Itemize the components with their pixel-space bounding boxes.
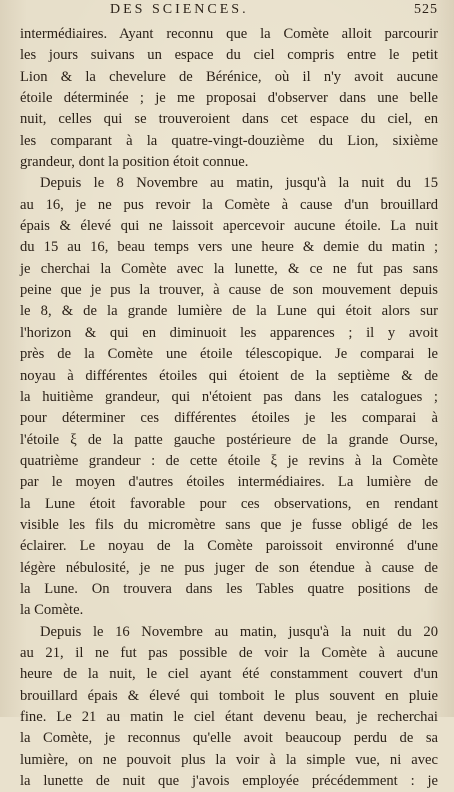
text-line: la Lune étoit favorable pour ces observations, en rendant <box>20 495 438 512</box>
paragraph <box>20 173 438 621</box>
running-head <box>110 2 438 24</box>
running-title: DES SCIENCES. <box>110 2 249 17</box>
text-line: légère nébulosité, je ne pus juger de son étendue à cause de <box>20 559 438 576</box>
paragraph <box>20 24 438 173</box>
body-text <box>20 24 438 792</box>
text-line: par le moyen d'autres étoiles intermédiaires. La lumière de <box>20 474 438 491</box>
text-line: Depuis le 8 Novembre au matin, jusqu'à la nuit du 15 <box>40 175 438 192</box>
text-line: les comparant à la quatre-vingt-douzième du Lion, sixième <box>20 132 438 149</box>
text-line: le 8, & de la grande lumière de la Lune qui étoit alors sur <box>20 303 438 320</box>
text-line: Lion & la chevelure de Bérénice, où il n'y avoit aucune <box>20 68 438 85</box>
text-line: peine que je pus la trouver, à cause de son mouvement depuis <box>20 282 438 299</box>
text-line: heure de la nuit, le ciel ayant été constamment couvert d'un <box>20 666 438 683</box>
text-line: la Lune. On trouvera dans les Tables quatre positions de <box>20 580 438 597</box>
text-line: la huitième grandeur, qui n'étoient pas dans les catalogues ; <box>20 388 438 405</box>
text-line: grandeur, dont la position étoit connue. <box>20 154 249 171</box>
text-line: au 21, il ne fut pas possible de voir la Comète à aucune <box>20 644 438 661</box>
text-line: quatrième grandeur : de cette étoile ξ je revins à la Comète <box>20 452 438 469</box>
text-line: épais & élevé qui ne laissoit apercevoir aucune étoile. La nuit <box>20 218 438 235</box>
text-line: nuit, celles qui se trouveroient dans cet espace du ciel, en <box>20 111 438 128</box>
text-line: éclairer. Le noyau de la Comète paroissoit environné d'une <box>20 538 438 555</box>
text-line: je cherchai la Comète avec la lunette, & ce ne fut pas sans <box>20 260 438 277</box>
text-line: les jours suivans un espace du ciel compris entre le petit <box>20 47 438 64</box>
page-number: 525 <box>414 2 438 17</box>
text-line: la Comète, je reconnus qu'elle avoit beaucoup perdu de sa <box>20 730 438 747</box>
paragraph <box>20 622 438 792</box>
text-line: noyau à différentes étoiles qui étoient de la septième & de <box>20 367 438 384</box>
text-line: pour déterminer ces différentes étoiles je les comparai à <box>20 410 438 427</box>
text-line: l'horizon & qui en diminuoit les apparences ; il y avoit <box>20 324 438 341</box>
text-line: intermédiaires. Ayant reconnu que la Comète alloit parcourir <box>20 26 438 42</box>
text-line: la lunette de nuit que j'avois employée précédemment : je <box>20 773 438 790</box>
text-line: du 15 au 16, beau temps vers une heure & demie du matin ; <box>20 239 438 256</box>
text-line: étoile déterminée ; je me proposai d'observer dans une belle <box>20 90 438 107</box>
text-line: visible les fils du micromètre sans que je fusse obligé de les <box>20 516 438 533</box>
text-line: au 16, je ne pus revoir la Comète à cause d'un brouillard <box>20 196 438 213</box>
text-line: l'étoile ξ de la patte gauche postérieure de la grande Ourse, <box>20 431 438 448</box>
text-line: fine. Le 21 au matin le ciel étant devenu beau, je recherchai <box>20 709 438 725</box>
text-line: lumière, on ne pouvoit plus la voir à la simple vue, ni avec <box>20 751 438 768</box>
text-line: Depuis le 16 Novembre au matin, jusqu'à la nuit du 20 <box>40 623 438 640</box>
text-line: la Comète. <box>20 602 84 619</box>
text-line: brouillard épais & élevé qui tomboit le plus souvent en pluie <box>20 687 438 704</box>
text-line: près de la Comète une étoile télescopique. Je comparai le <box>20 346 438 363</box>
